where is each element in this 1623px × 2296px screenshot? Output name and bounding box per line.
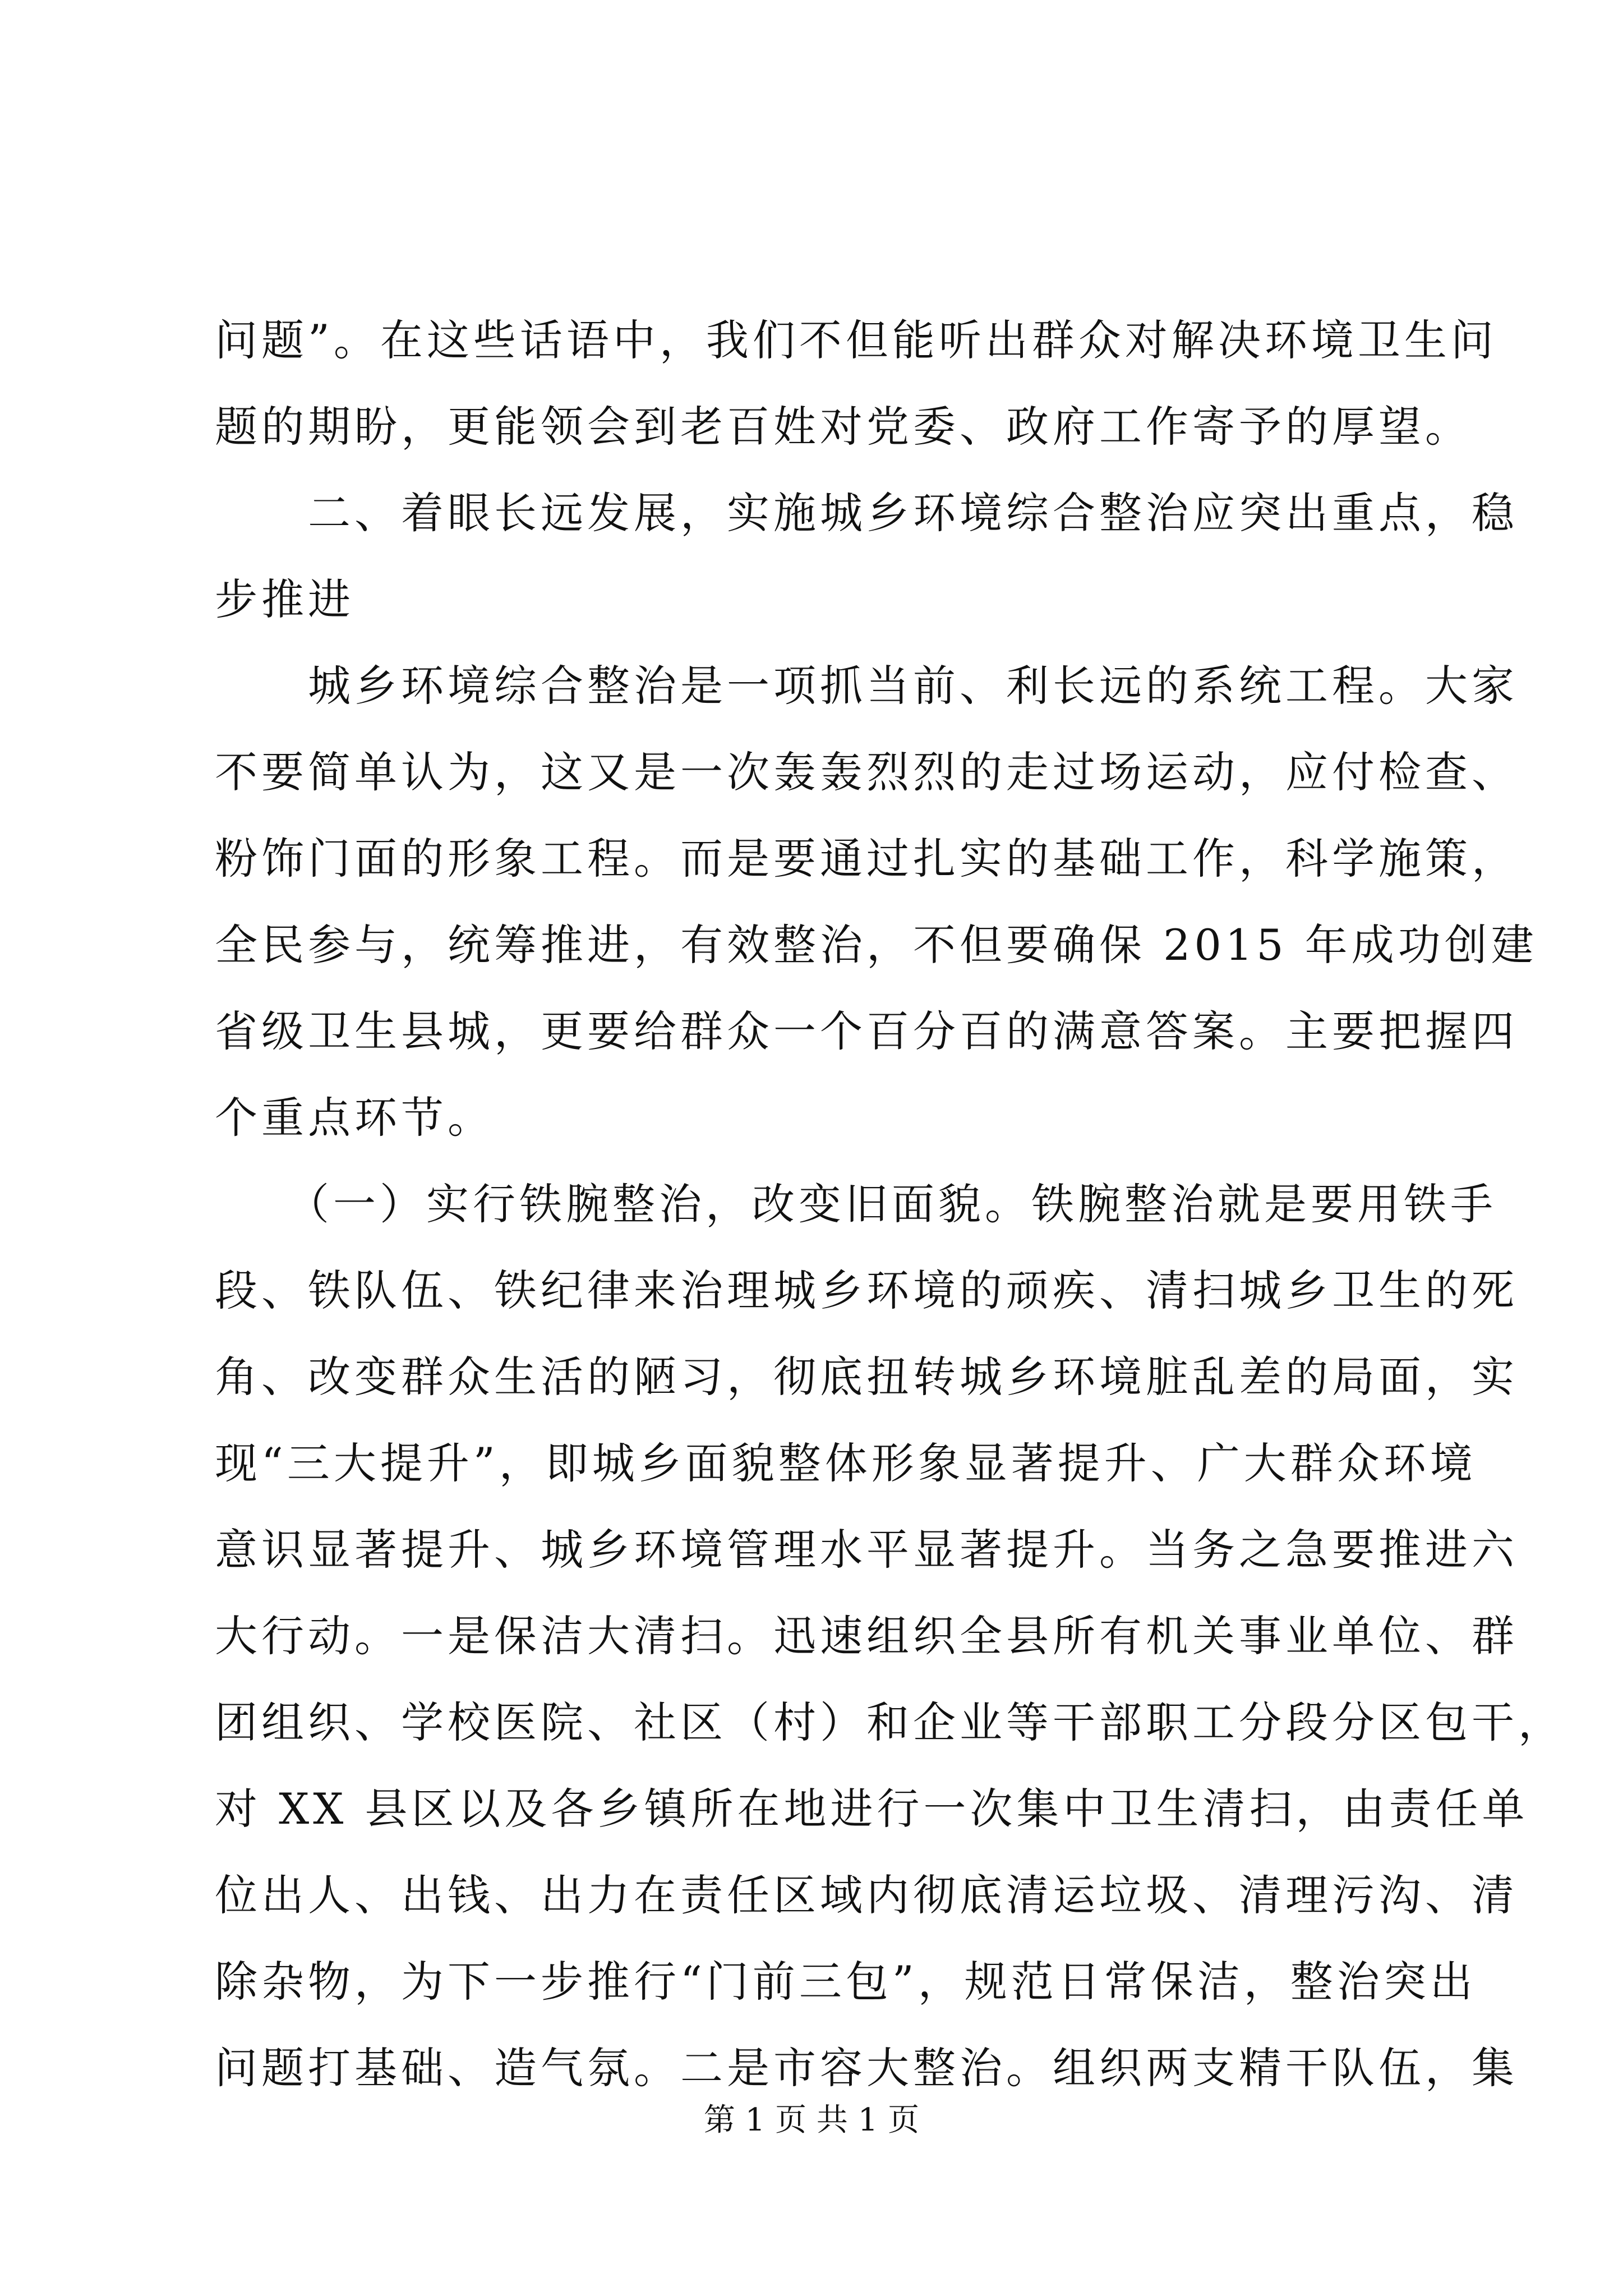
- text-line: 大行动。一是保洁大清扫。迅速组织全县所有机关事业单位、群: [215, 1611, 1518, 1661]
- text-line: 省级卫生县城，更要给群众一个百分百的满意答案。主要把握四: [215, 1006, 1518, 1056]
- text-line: 除杂物，为下一步推行“门前三包”，规范日常保洁，整治突出: [215, 1957, 1477, 2007]
- body-text: [215, 297, 1565, 2111]
- text-line: 不要简单认为，这又是一次轰轰烈烈的走过场运动，应付检查、: [215, 747, 1518, 797]
- text-line: 题的期盼，更能领会到老百姓对党委、政府工作寄予的厚望。: [215, 402, 1472, 452]
- text-line: 全民参与，统筹推进，有效整治，不但要确保 2015 年成功创建: [215, 920, 1538, 970]
- text-line: 团组织、学校医院、社区（村）和企业等干部职工分段分区包干，: [215, 1697, 1565, 1747]
- text-line: 问题打基础、造气氛。二是市容大整治。组织两支精干队伍，集: [215, 2043, 1518, 2093]
- text-line: 问题”。在这些话语中，我们不但能听出群众对解决环境卫生问: [215, 315, 1497, 365]
- text-line: 步推进: [215, 574, 354, 624]
- text-line: 意识显著提升、城乡环境管理水平显著提升。当务之急要推进六: [215, 1525, 1518, 1575]
- text-line: 粉饰门面的形象工程。而是要通过扎实的基础工作，科学施策，: [215, 834, 1518, 884]
- text-line: 个重点环节。: [215, 1093, 494, 1143]
- text-line: 角、改变群众生活的陋习，彻底扭转城乡环境脏乱差的局面，实: [215, 1352, 1518, 1402]
- page-number-footer: 第 1 页 共 1 页: [703, 2102, 920, 2138]
- text-line: 位出人、出钱、出力在责任区域内彻底清运垃圾、清理污沟、清: [215, 1870, 1518, 1920]
- text-line: 段、铁队伍、铁纪律来治理城乡环境的顽疾、清扫城乡卫生的死: [215, 1266, 1518, 1315]
- text-line: 对 XX 县区以及各乡镇所在地进行一次集中卫生清扫，由责任单: [215, 1784, 1529, 1834]
- text-line: 二、着眼长远发展，实施城乡环境综合整治应突出重点，稳: [215, 488, 1518, 538]
- text-line: （一）实行铁腕整治，改变旧面貌。铁腕整治就是要用铁手: [215, 1179, 1497, 1229]
- text-line: 现“三大提升”，即城乡面貌整体形象显著提升、广大群众环境: [215, 1438, 1477, 1488]
- text-line: 城乡环境综合整治是一项抓当前、利长远的系统工程。大家: [215, 661, 1518, 711]
